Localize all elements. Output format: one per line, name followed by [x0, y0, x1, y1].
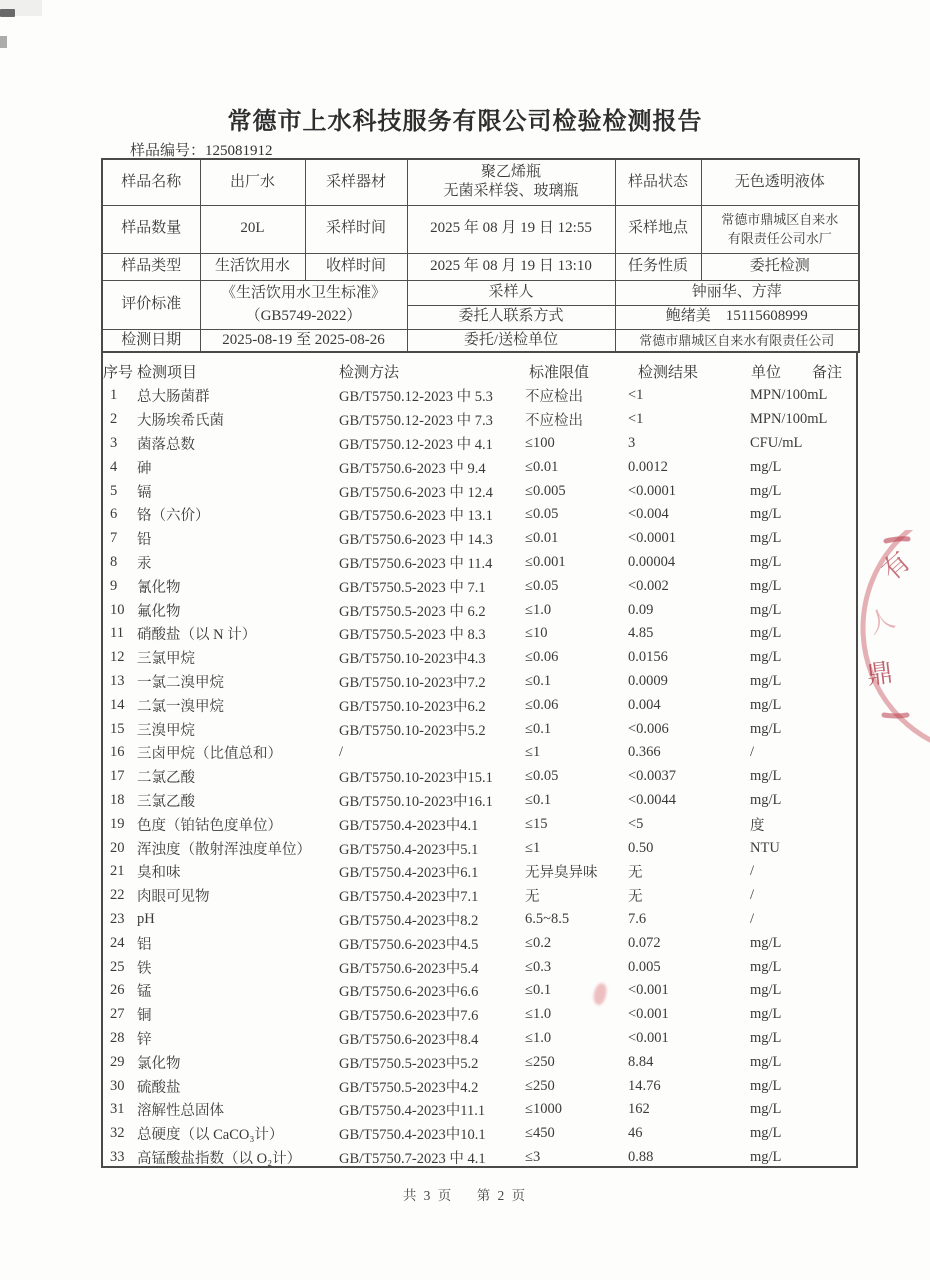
value-evaluation-standard [200, 280, 407, 329]
result-item: 总硬度（以 CaCO₃计） [137, 1127, 284, 1144]
result-limit: ≤0.1 [525, 791, 552, 808]
result-index: 24 [110, 934, 125, 951]
result-row [103, 765, 856, 789]
result-index: 20 [110, 839, 125, 856]
page-footer [0, 1184, 930, 1204]
result-limit: ≤0.005 [525, 482, 566, 499]
result-row [103, 503, 856, 527]
result-value: 0.00004 [628, 553, 676, 570]
result-unit: mg/L [750, 625, 782, 642]
result-index: 14 [110, 696, 125, 713]
result-unit: mg/L [750, 696, 782, 713]
result-method: GB/T5750.6-2023中5.4 [339, 960, 479, 977]
result-row [103, 741, 856, 765]
result-unit: mg/L [750, 530, 782, 547]
result-method: GB/T5750.4-2023中4.1 [339, 817, 479, 834]
value-task-nature: 委托检测 [701, 253, 859, 280]
result-row [103, 979, 856, 1003]
result-method: GB/T5750.10-2023中16.1 [339, 793, 493, 810]
label-sample-quantity: 样品数量 [102, 205, 200, 253]
label-task-nature: 任务性质 [615, 253, 701, 280]
result-item: 二氯乙酸 [137, 770, 195, 787]
result-row [103, 693, 856, 717]
result-index: 4 [110, 458, 118, 475]
result-item: 铬（六价） [137, 508, 210, 525]
label-sampler: 采样人 [407, 280, 615, 305]
result-item: pH [137, 910, 155, 927]
value-receiving-time: 2025 年 08 月 19 日 13:10 [407, 253, 615, 280]
result-item: 锰 [137, 984, 152, 1001]
result-method: GB/T5750.7-2023 中 4.1 [339, 1150, 486, 1167]
result-limit: ≤0.05 [525, 768, 559, 785]
result-limit: 6.5~8.5 [525, 910, 570, 927]
value-line: 聚乙烯瓶 [480, 163, 541, 180]
sample-number-label: 样品编号： [130, 143, 206, 159]
result-method: GB/T5750.6-2023中6.6 [339, 984, 479, 1001]
result-index: 25 [110, 958, 125, 975]
header-remark: 备注 [812, 364, 843, 381]
result-index: 26 [110, 982, 125, 999]
result-limit: ≤1 [525, 839, 541, 856]
result-method: GB/T5750.4-2023中8.2 [339, 912, 479, 929]
result-method: GB/T5750.6-2023 中 13.1 [339, 508, 493, 525]
result-item: 三氯乙酸 [137, 793, 195, 810]
result-value: 无 [628, 865, 643, 882]
value-client-contact: 鲍绪美 15115608999 [615, 305, 859, 329]
result-limit: ≤100 [525, 434, 555, 451]
result-unit: mg/L [750, 649, 782, 666]
result-index: 8 [110, 553, 118, 570]
result-index: 16 [110, 744, 125, 761]
result-unit: mg/L [750, 553, 782, 570]
result-item: 浑浊度（散射浑浊度单位） [137, 841, 311, 858]
result-item: 总大肠菌群 [137, 389, 210, 406]
result-value: <0.004 [628, 506, 669, 523]
result-limit: ≤250 [525, 1053, 555, 1070]
result-unit: MPN/100mL [750, 387, 828, 404]
result-value: <1 [628, 387, 644, 404]
result-limit: ≤0.1 [525, 982, 552, 999]
sample-number-value: 125081912 [205, 143, 273, 159]
result-item: 色度（铂钴色度单位） [137, 817, 282, 834]
result-row [103, 812, 856, 836]
value-sample-state: 无色透明液体 [701, 159, 859, 205]
result-item: 镉 [137, 484, 152, 501]
result-value: 0.0012 [628, 458, 668, 475]
result-row [103, 432, 856, 456]
result-index: 29 [110, 1053, 125, 1070]
result-method: GB/T5750.5-2023 中 8.3 [339, 627, 486, 644]
result-unit: CFU/mL [750, 434, 803, 451]
result-item: 三氯甲烷 [137, 651, 195, 668]
header-limit: 标准限值 [529, 364, 590, 381]
result-unit: mg/L [750, 934, 782, 951]
result-unit: mg/L [750, 1148, 782, 1165]
scan-artifact [0, 36, 7, 48]
results-header-row [103, 358, 856, 384]
result-item: 高锰酸盐指数（以 O₂计） [137, 1150, 302, 1167]
result-method: GB/T5750.6-2023中8.4 [339, 1031, 479, 1048]
sample-number [130, 139, 273, 160]
result-method: GB/T5750.4-2023中5.1 [339, 841, 479, 858]
result-row [103, 479, 856, 503]
report-title: 常德市上水科技服务有限公司检验检测报告 [227, 108, 703, 135]
result-item: 大肠埃希氏菌 [137, 413, 224, 430]
value-sample-type: 生活饮用水 [200, 253, 305, 280]
result-row [103, 955, 856, 979]
result-value: 46 [628, 1125, 643, 1142]
result-row [103, 384, 856, 408]
result-unit: mg/L [750, 458, 782, 475]
result-method: GB/T5750.5-2023 中 7.1 [339, 579, 486, 596]
result-row [103, 1050, 856, 1074]
result-value: 0.366 [628, 744, 661, 761]
header-method: 检测方法 [339, 364, 400, 381]
result-limit: ≤1.0 [525, 1029, 552, 1046]
result-row [103, 836, 856, 860]
results-rows [103, 384, 856, 1169]
result-row [103, 1098, 856, 1122]
result-value: <0.001 [628, 1006, 669, 1023]
result-item: 三溴甲烷 [137, 722, 195, 739]
value-sampling-time: 2025 年 08 月 19 日 12:55 [407, 205, 615, 253]
result-item: 锌 [137, 1031, 152, 1048]
label-sample-name: 样品名称 [102, 159, 200, 205]
result-value: <5 [628, 815, 644, 832]
result-value: <0.0044 [628, 791, 677, 808]
value-test-date: 2025-08-19 至 2025-08-26 [200, 329, 407, 352]
result-limit: ≤0.06 [525, 649, 559, 666]
result-row [103, 1003, 856, 1027]
result-row [103, 598, 856, 622]
result-unit: / [750, 887, 755, 904]
result-row [103, 1122, 856, 1146]
result-row [103, 408, 856, 432]
result-limit: 无异臭异味 [525, 865, 598, 882]
result-limit: 不应检出 [525, 389, 583, 406]
result-method: GB/T5750.12-2023 中 7.3 [339, 413, 493, 430]
result-unit: mg/L [750, 982, 782, 999]
result-unit: mg/L [750, 1029, 782, 1046]
result-limit: ≤0.05 [525, 577, 559, 594]
result-value: 0.0009 [628, 672, 668, 689]
value-sample-name: 出厂水 [200, 159, 305, 205]
result-index: 13 [110, 672, 125, 689]
result-unit: mg/L [750, 1125, 782, 1142]
result-value: 0.005 [628, 958, 661, 975]
result-item: 肉眼可见物 [137, 889, 210, 906]
result-row [103, 1074, 856, 1098]
result-limit: 不应检出 [525, 413, 583, 430]
result-limit: ≤0.1 [525, 720, 552, 737]
result-method: GB/T5750.5-2023中5.2 [339, 1055, 479, 1072]
result-value: 0.50 [628, 839, 654, 856]
result-index: 32 [110, 1125, 125, 1142]
result-limit: ≤1000 [525, 1101, 562, 1118]
result-index: 2 [110, 411, 118, 428]
result-item: 铝 [137, 936, 152, 953]
result-limit: ≤15 [525, 815, 548, 832]
result-row [103, 646, 856, 670]
result-method: / [339, 744, 344, 761]
header-result: 检测结果 [638, 364, 699, 381]
result-value: 3 [628, 434, 636, 451]
label-client-unit: 委托/送检单位 [407, 329, 615, 352]
result-item: 二氯一溴甲烷 [137, 698, 224, 715]
result-index: 18 [110, 791, 125, 808]
result-index: 27 [110, 1006, 125, 1023]
seal-char: 有 [875, 546, 917, 587]
label-sampling-location: 采样地点 [615, 205, 701, 253]
header-unit: 单位 [751, 364, 782, 381]
result-index: 3 [110, 434, 118, 451]
result-method: GB/T5750.6-2023中7.6 [339, 1008, 479, 1025]
result-row [103, 670, 856, 694]
result-method: GB/T5750.6-2023 中 12.4 [339, 484, 493, 501]
result-index: 9 [110, 577, 118, 594]
result-index: 33 [110, 1148, 125, 1165]
result-index: 12 [110, 649, 125, 666]
header-index: 序号 [103, 364, 134, 381]
result-value: <0.0001 [628, 530, 677, 547]
result-index: 15 [110, 720, 125, 737]
result-limit: ≤0.01 [525, 458, 559, 475]
result-index: 10 [110, 601, 125, 618]
result-item: 硫酸盐 [137, 1079, 181, 1096]
footer-total-pages: 共 3 页 [402, 1188, 454, 1203]
result-method: GB/T5750.6-2023 中 14.3 [339, 532, 493, 549]
result-unit: / [750, 863, 755, 880]
result-unit: mg/L [750, 1077, 782, 1094]
result-method: GB/T5750.5-2023中4.2 [339, 1079, 479, 1096]
value-sampling-location [701, 205, 859, 253]
result-unit: mg/L [750, 506, 782, 523]
result-unit: / [750, 744, 755, 761]
result-unit: mg/L [750, 1006, 782, 1023]
result-method: GB/T5750.6-2023 中 9.4 [339, 460, 486, 477]
result-index: 30 [110, 1077, 125, 1094]
result-row [103, 717, 856, 741]
value-sampler: 钟丽华、方萍 [615, 280, 859, 305]
result-item: 氰化物 [137, 579, 181, 596]
result-unit: mg/L [750, 482, 782, 499]
result-method: GB/T5750.10-2023中5.2 [339, 722, 486, 739]
result-value: 0.004 [628, 696, 661, 713]
result-unit: mg/L [750, 601, 782, 618]
value-line: 《生活饮用水卫生标准》 [220, 284, 386, 301]
result-method: GB/T5750.4-2023中11.1 [339, 1103, 486, 1120]
seal-char: 人 [864, 603, 899, 640]
result-row [103, 551, 856, 575]
result-method: GB/T5750.4-2023中10.1 [339, 1127, 486, 1144]
result-limit: ≤3 [525, 1148, 541, 1165]
result-unit: mg/L [750, 1053, 782, 1070]
result-row [103, 789, 856, 813]
result-method: GB/T5750.12-2023 中 4.1 [339, 436, 493, 453]
result-row [103, 455, 856, 479]
result-index: 7 [110, 530, 118, 547]
result-item: 一氯二溴甲烷 [137, 674, 224, 691]
result-value: 0.072 [628, 934, 661, 951]
result-method: GB/T5750.10-2023中6.2 [339, 698, 486, 715]
result-value: 7.6 [628, 910, 647, 927]
result-value: 8.84 [628, 1053, 654, 1070]
label-sampling-time: 采样时间 [305, 205, 407, 253]
result-value: <0.006 [628, 720, 669, 737]
result-value: <0.0001 [628, 482, 677, 499]
result-unit: mg/L [750, 577, 782, 594]
label-evaluation-standard: 评价标准 [102, 280, 200, 329]
result-index: 6 [110, 506, 118, 523]
label-sample-state: 样品状态 [615, 159, 701, 205]
result-method: GB/T5750.4-2023中6.1 [339, 865, 479, 882]
result-item: 砷 [137, 460, 152, 477]
result-item: 铁 [137, 960, 152, 977]
result-item: 臭和味 [137, 865, 181, 882]
result-index: 17 [110, 768, 125, 785]
result-item: 三卤甲烷（比值总和） [137, 746, 282, 763]
result-unit: mg/L [750, 791, 782, 808]
result-value: 无 [628, 889, 643, 906]
seal-char: 鼎 [865, 658, 895, 690]
value-line: （GB5749-2022） [245, 307, 362, 324]
result-method: GB/T5750.4-2023中7.1 [339, 889, 479, 906]
result-unit: 度 [750, 817, 765, 834]
result-row [103, 1027, 856, 1051]
result-index: 23 [110, 910, 125, 927]
result-limit: ≤0.3 [525, 958, 552, 975]
result-value: 0.09 [628, 601, 654, 618]
result-limit: ≤1 [525, 744, 541, 761]
result-row [103, 931, 856, 955]
value-line: 无菌采样袋、玻璃瓶 [443, 183, 579, 200]
sample-info-table [101, 158, 860, 353]
result-row [103, 908, 856, 932]
result-value: <0.0037 [628, 768, 677, 785]
result-unit: mg/L [750, 958, 782, 975]
result-limit: ≤0.05 [525, 506, 559, 523]
result-method: GB/T5750.6-2023中4.5 [339, 936, 479, 953]
result-unit: MPN/100mL [750, 411, 828, 428]
result-limit: 无 [525, 889, 540, 906]
result-item: 铜 [137, 1008, 152, 1025]
label-receiving-time: 收样时间 [305, 253, 407, 280]
result-index: 21 [110, 863, 125, 880]
result-index: 19 [110, 815, 125, 832]
header-item: 检测项目 [137, 364, 198, 381]
result-row [103, 527, 856, 551]
scan-artifact [0, 9, 15, 17]
result-index: 1 [110, 387, 118, 404]
label-sampling-equipment: 采样器材 [305, 159, 407, 205]
result-value: 14.76 [628, 1077, 661, 1094]
result-unit: mg/L [750, 768, 782, 785]
result-method: GB/T5750.10-2023中15.1 [339, 770, 493, 787]
label-sample-type: 样品类型 [102, 253, 200, 280]
result-unit: mg/L [750, 720, 782, 737]
result-limit: ≤0.001 [525, 553, 566, 570]
result-limit: ≤1.0 [525, 1006, 552, 1023]
result-method: GB/T5750.10-2023中4.3 [339, 651, 486, 668]
result-index: 28 [110, 1029, 125, 1046]
result-row [103, 1146, 856, 1170]
value-line: 有限责任公司水厂 [727, 231, 832, 246]
label-client-contact: 委托人联系方式 [407, 305, 615, 329]
result-unit: mg/L [750, 672, 782, 689]
result-item: 菌落总数 [137, 436, 195, 453]
result-value: <0.001 [628, 1029, 669, 1046]
result-item: 溶解性总固体 [137, 1103, 224, 1120]
label-test-date: 检测日期 [102, 329, 200, 352]
value-sample-quantity: 20L [200, 205, 305, 253]
result-method: GB/T5750.12-2023 中 5.3 [339, 389, 493, 406]
result-value: <1 [628, 411, 644, 428]
result-limit: ≤250 [525, 1077, 555, 1094]
result-index: 11 [110, 625, 124, 642]
result-limit: ≤0.1 [525, 672, 552, 689]
result-item: 汞 [137, 555, 152, 572]
result-item: 氯化物 [137, 1055, 181, 1072]
result-value: 0.0156 [628, 649, 668, 666]
result-method: GB/T5750.10-2023中7.2 [339, 674, 486, 691]
result-unit: mg/L [750, 1101, 782, 1118]
result-value: 0.88 [628, 1148, 654, 1165]
result-index: 5 [110, 482, 118, 499]
result-index: 22 [110, 887, 125, 904]
result-row [103, 884, 856, 908]
footer-current-page: 第 2 页 [476, 1188, 528, 1203]
value-line: 常德市鼎城区自来水 [721, 211, 839, 227]
result-value: <0.001 [628, 982, 669, 999]
result-method: GB/T5750.6-2023 中 11.4 [339, 555, 493, 572]
result-item: 硝酸盐（以 N 计） [137, 627, 257, 644]
result-item: 氟化物 [137, 603, 181, 620]
result-row [103, 574, 856, 598]
result-limit: ≤450 [525, 1125, 555, 1142]
result-limit: ≤1.0 [525, 601, 552, 618]
result-value: 4.85 [628, 625, 654, 642]
result-limit: ≤0.2 [525, 934, 552, 951]
result-index: 31 [110, 1101, 125, 1118]
result-limit: ≤0.01 [525, 530, 559, 547]
result-value: <0.002 [628, 577, 669, 594]
result-limit: ≤10 [525, 625, 548, 642]
result-row [103, 860, 856, 884]
result-limit: ≤0.06 [525, 696, 559, 713]
result-method: GB/T5750.5-2023 中 6.2 [339, 603, 486, 620]
result-value: 162 [628, 1101, 650, 1118]
result-item: 铅 [137, 532, 152, 549]
value-client-unit: 常德市鼎城区自来水有限责任公司 [615, 329, 859, 352]
results-table [101, 351, 858, 1168]
value-sampling-equipment [407, 159, 615, 205]
result-unit: / [750, 910, 755, 927]
result-unit: NTU [750, 839, 780, 856]
result-row [103, 622, 856, 646]
